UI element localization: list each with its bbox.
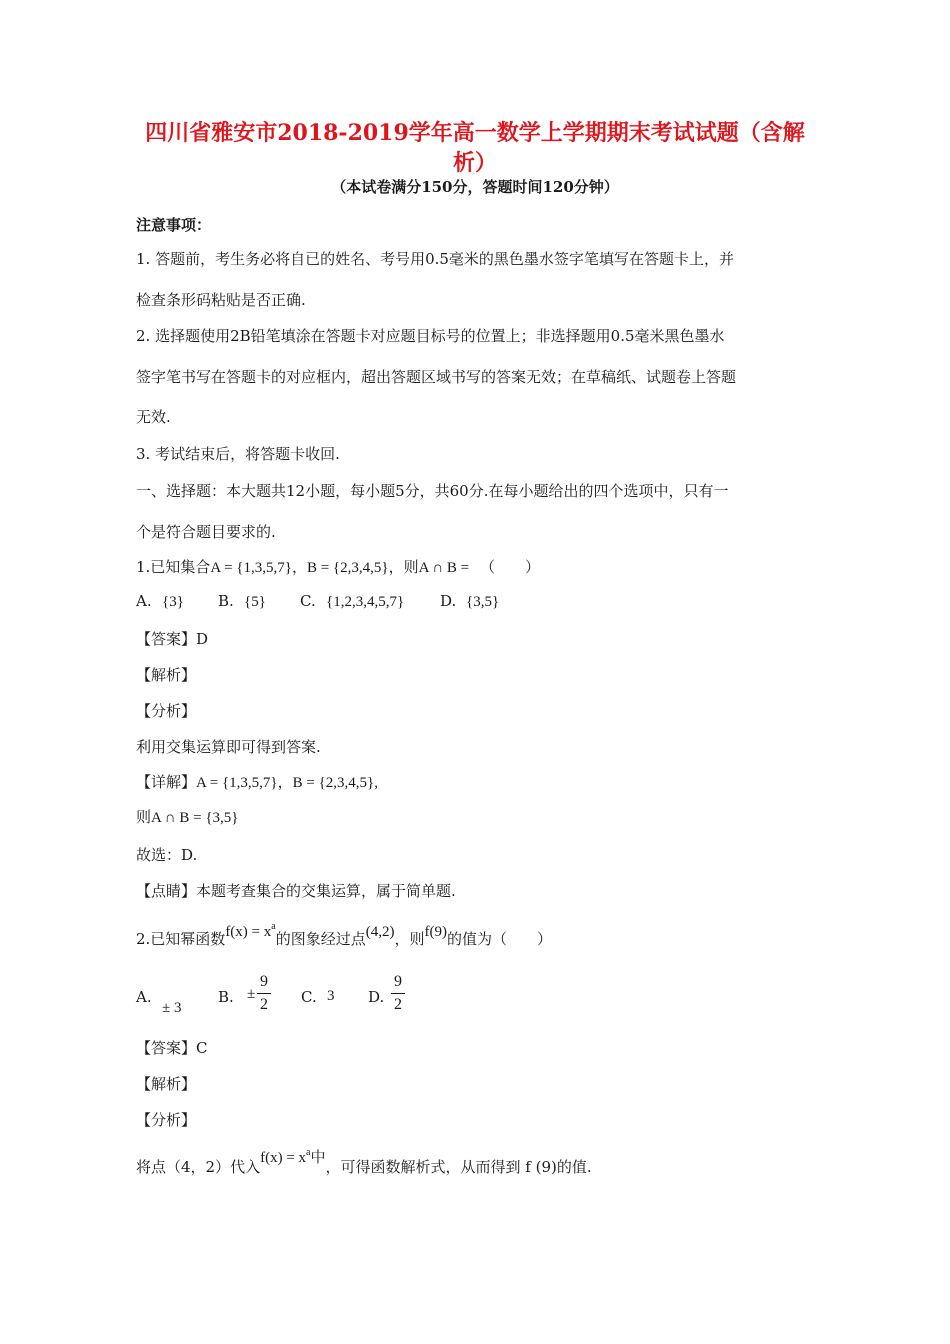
q1-set-a: A = {1,3,5,7} bbox=[210, 560, 292, 576]
q2-option-b-denominator: 2 bbox=[260, 996, 268, 1013]
q1-option-d-label: D. bbox=[440, 592, 457, 610]
q1-option-b-label: B. bbox=[218, 592, 234, 610]
q1-detail-label: 【详解】 bbox=[136, 773, 197, 791]
q2-option-d-fraction bbox=[391, 972, 405, 1015]
q2-option-b-fraction bbox=[257, 972, 271, 1015]
q2-func bbox=[225, 921, 276, 940]
q1-answer: 【答案】D bbox=[136, 630, 209, 648]
q2-option-d-label: D. bbox=[368, 988, 385, 1006]
q2-func-exp: a bbox=[271, 921, 276, 932]
q1-prefix: 1.已知集合 bbox=[136, 558, 211, 576]
q2-prefix: 2.已知幂函数 bbox=[136, 930, 226, 948]
q1-result-line bbox=[136, 806, 238, 827]
q1-fenxi-text: 利用交集运算即可得到答案. bbox=[136, 738, 321, 756]
q2-fenxi-text bbox=[136, 1147, 592, 1177]
q1-ze: 则 bbox=[136, 808, 152, 826]
q1-dianjing: 【点睛】本题考查集合的交集运算，属于简单题. bbox=[136, 882, 456, 900]
q2-jiexi: 【解析】 bbox=[136, 1075, 197, 1093]
q1-option-a: {3} bbox=[162, 594, 184, 610]
q2-last-func-exp: a bbox=[306, 1147, 311, 1158]
notice-item-2b: 签字笔书写在答题卡的对应框内，超出答题区域书写的答案无效；在草稿纸、试题卷上答题 bbox=[136, 368, 737, 386]
q2-func-base: f(x) = x bbox=[225, 924, 272, 940]
q2-answer: 【答案】C bbox=[136, 1039, 208, 1057]
q2-option-a: ± 3 bbox=[162, 1000, 182, 1016]
q2-mid: 的图象经过点 bbox=[275, 930, 366, 948]
question-1-options bbox=[136, 592, 499, 611]
q1-result: A ∩ B = {3,5} bbox=[151, 810, 239, 826]
q2-fenxi: 【分析】 bbox=[136, 1111, 197, 1129]
q2-option-b-label: B. bbox=[218, 988, 234, 1006]
fraction-bar bbox=[257, 993, 271, 994]
q2-last-prefix: 将点（4，2）代入 bbox=[136, 1158, 261, 1176]
q2-last-tail: ，可得函数解析式，从而得到 f (9)的值. bbox=[325, 1158, 592, 1176]
q2-option-d-numerator: 9 bbox=[394, 973, 402, 990]
q2-option-c: 3 bbox=[327, 988, 335, 1004]
q2-point: (4,2) bbox=[365, 924, 395, 940]
q2-then: ，则 bbox=[394, 930, 425, 948]
q2-fval: f(9) bbox=[424, 924, 447, 940]
q2-option-b-sign: ± bbox=[247, 986, 256, 1002]
q1-detail-sets: A = {1,3,5,7}，B = {2,3,4,5}, bbox=[196, 775, 378, 791]
q1-set-b: B = {2,3,4,5} bbox=[306, 560, 389, 576]
notice-heading: 注意事项： bbox=[136, 216, 212, 234]
q1-then: ，则 bbox=[388, 558, 419, 576]
q2-last-func-base: f(x) = x bbox=[260, 1150, 307, 1166]
q1-option-d: {3,5} bbox=[466, 594, 500, 610]
q1-fenxi: 【分析】 bbox=[136, 702, 197, 720]
q1-paren: （ ） bbox=[479, 558, 540, 576]
section1-line1: 一、选择题：本大题共12小题，每小题5分，共60分.在每小题给出的四个选项中，只有一 bbox=[136, 482, 729, 500]
q2-option-c-label: C. bbox=[301, 988, 317, 1006]
q2-option-b-numerator: 9 bbox=[260, 973, 268, 990]
q1-comma: ， bbox=[291, 558, 307, 576]
section1-line2: 个是符合题目要求的. bbox=[136, 523, 276, 541]
q2-last-zhong: 中 bbox=[310, 1150, 326, 1166]
q1-option-b: {5} bbox=[244, 594, 266, 610]
q2-option-d-denominator: 2 bbox=[394, 996, 402, 1013]
notice-item-2a: 2. 选择题使用2B铅笔填涂在答题卡对应题目标号的位置上；非选择题用0.5毫米黑色墨水 bbox=[136, 327, 725, 345]
q1-jiexi: 【解析】 bbox=[136, 666, 197, 684]
q2-option-a-label: A. bbox=[136, 988, 152, 1006]
notice-item-2c: 无效. bbox=[136, 408, 171, 426]
q1-detail bbox=[136, 771, 378, 792]
notice-item-1a: 1. 答题前，考生务必将自已的姓名、考号用0.5毫米的黑色墨水签字笔填写在答题卡上，并 bbox=[136, 250, 734, 268]
q1-expr: A ∩ B = bbox=[418, 560, 470, 576]
q2-last-func bbox=[260, 1147, 326, 1166]
question-1-stem bbox=[136, 556, 540, 577]
fraction-bar bbox=[391, 993, 405, 994]
notice-item-1b: 检查条形码粘贴是否正确. bbox=[136, 291, 306, 309]
q1-guxuan: 故选：D. bbox=[136, 846, 198, 864]
q1-option-c: {1,2,3,4,5,7} bbox=[326, 594, 405, 610]
notice-item-3: 3. 考试结束后，将答题卡收回. bbox=[136, 445, 340, 463]
question-2-stem bbox=[136, 921, 553, 949]
q2-tail: 的值为（ ） bbox=[447, 930, 553, 948]
page-title: 四川省雅安市2018-2019学年高一数学上学期期末考试试题（含解析） bbox=[145, 120, 805, 176]
q1-option-c-label: C. bbox=[300, 592, 316, 610]
page-subtitle: （本试卷满分150分，答题时间120分钟） bbox=[331, 178, 619, 196]
q1-option-a-label: A. bbox=[136, 592, 152, 610]
